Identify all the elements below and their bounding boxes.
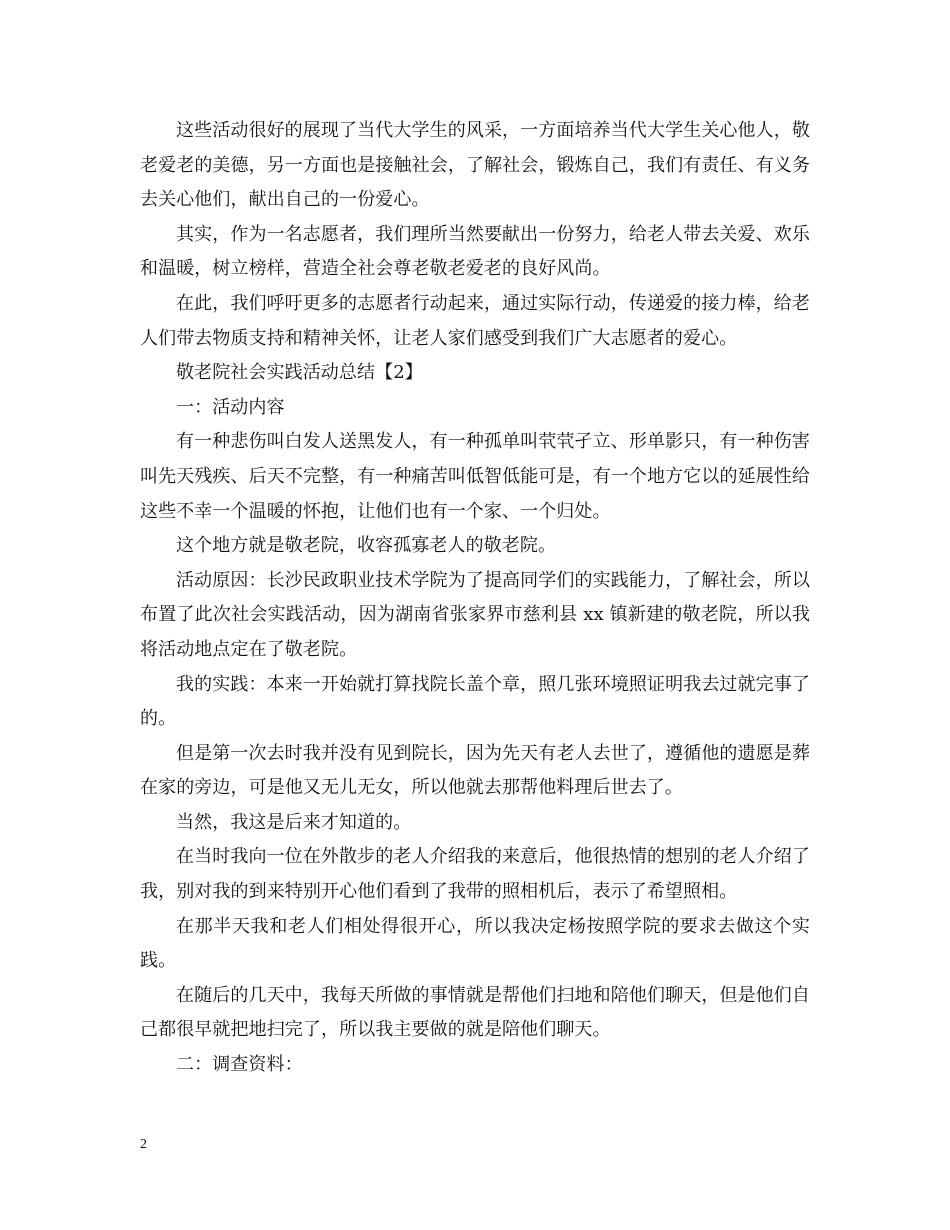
paragraph: 活动原因：长沙民政职业技术学院为了提高同学们的实践能力，了解社会，所以布置了此次社会实践活动，因为湖南省张家界市慈利县 xx 镇新建的敬老院，所以我将活动地点定在了敬老院。	[140, 569, 810, 660]
paragraph: 我的实践：本来一开始就打算找院长盖个章，照几张环境照证明我去过就完事了的。	[140, 673, 810, 730]
paragraph: 其实，作为一名志愿者，我们理所当然要献出一份努力，给老人带去关爱、欢乐和温暖，树立榜样，营造全社会尊老敬老爱老的良好风尚。	[140, 223, 810, 280]
paragraph: 在此，我们呼吁更多的志愿者行动起来，通过实际行动，传递爱的接力棒，给老人们带去物质支持和精神关怀，让老人家们感受到我们广大志愿者的爱心。	[140, 292, 810, 349]
paragraph: 在随后的几天中，我每天所做的事情就是帮他们扫地和陪他们聊天，但是他们自己都很早就把地扫完了，所以我主要做的就是陪他们聊天。	[140, 984, 810, 1041]
section-heading: 敬老院社会实践活动总结【2】	[176, 362, 423, 384]
paragraph: 这些活动很好的展现了当代大学生的风采，一方面培养当代大学生关心他人，敬老爱老的美德，另一方面也是接触社会，了解社会，锻炼自己，我们有责任、有义务去关心他们，献出自己的一份爱心。	[140, 120, 810, 211]
subsection-heading: 二：调查资料：	[176, 1054, 303, 1076]
paragraph: 当然，我这是后来才知道的。	[176, 811, 412, 833]
document-body	[140, 114, 810, 1083]
paragraph: 这个地方就是敬老院，收容孤寡老人的敬老院。	[176, 535, 557, 557]
paragraph: 在当时我向一位在外散步的老人介绍我的来意后，他很热情的想别的老人介绍了我，别对我的到来特别开心他们看到了我带的照相机后，表示了希望照相。	[140, 846, 810, 903]
paragraph: 但是第一次去时我并没有见到院长，因为先天有老人去世了，遵循他的遗愿是葬在家的旁边，可是他又无儿无女，所以他就去那帮他料理后世去了。	[140, 742, 810, 799]
paragraph: 有一种悲伤叫白发人送黑发人，有一种孤单叫茕茕孑立、形单影只，有一种伤害叫先天残疾、后天不完整，有一种痛苦叫低智低能可是，有一个地方它以的延展性给这些不幸一个温暖的怀抱，让他们也有一个家、一个归处。	[140, 431, 810, 522]
page-number: 2	[140, 1137, 147, 1152]
paragraph: 在那半天我和老人们相处得很开心，所以我决定杨按照学院的要求去做这个实践。	[140, 915, 810, 972]
subsection-heading: 一：活动内容	[176, 396, 285, 418]
